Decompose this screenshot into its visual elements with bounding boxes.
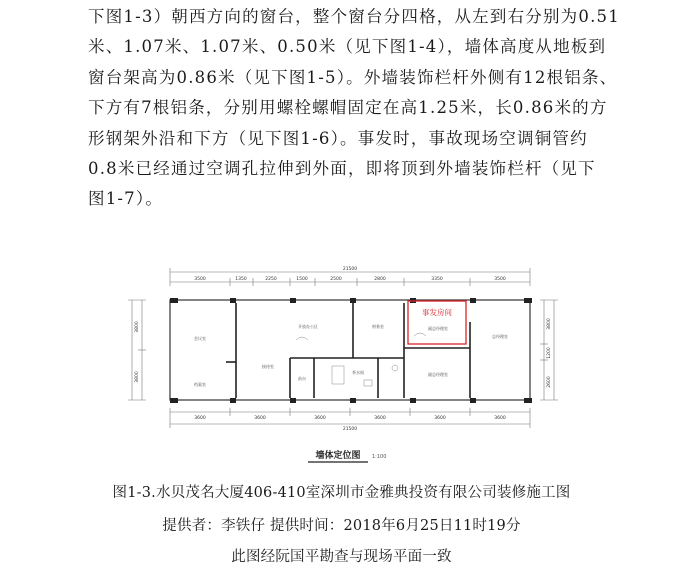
paragraph-line: 下图1-3）朝西方向的窗台，整个窗台分四格，从左到右分别为0.51 (88, 7, 620, 26)
body-paragraph (88, 2, 628, 215)
room-label: 档案室 (194, 382, 206, 387)
dim-bottom: 3600 (314, 416, 326, 421)
floor-plan-drawing (118, 262, 558, 474)
dim-bottom: 3600 (434, 416, 446, 421)
dim-top: 3350 (431, 277, 443, 282)
dim-top: 1350 (235, 277, 247, 282)
dim-total-bottom: 21500 (342, 427, 358, 432)
room-label: 前台 (298, 376, 306, 381)
verification-note: 此图经阮国平勘查与现场平面一致 (231, 549, 452, 565)
plan-title: 墙体定位图 (315, 451, 361, 461)
dim-right: 3800 (547, 318, 552, 330)
paragraph-line: 下方有7根铝条，分别用螺栓螺帽固定在高1.25米，长0.86米的方 (88, 98, 608, 118)
figure-caption: 图1-3.水贝茂名大厦406-410室深圳市金雅典投资有限公司装修施工图 (112, 485, 571, 501)
room-label: 接待室 (262, 364, 274, 369)
room-label: 财务室 (372, 324, 384, 329)
room-label: 会议室 (194, 336, 206, 341)
paragraph-line: 0.8米已经通过空调孔拉伸到外面，即将顶到外墙装饰栏杆（见下 (88, 159, 596, 179)
paragraph-line: 形钢架外沿和下方（见下图1-6）。事发时，事故现场空调铜管约 (88, 128, 588, 148)
dim-top: 3500 (494, 277, 506, 282)
dim-bottom: 3600 (254, 416, 266, 421)
room-label: 副总经理室 (428, 326, 448, 331)
building-outline (170, 300, 530, 400)
wall-columns (170, 298, 532, 403)
furniture-lines (296, 333, 426, 386)
side-dimension-lines (128, 300, 558, 400)
dim-left: 3800 (135, 321, 140, 333)
dim-top: 2500 (330, 277, 342, 282)
room-label: 副总经理室 (428, 372, 448, 377)
paragraph-line: 米、1.07米、1.07米、0.50米（见下图1-4），墙体高度从地板到 (88, 37, 607, 57)
dim-top: 2250 (265, 277, 277, 282)
interior-walls (226, 303, 470, 398)
paragraph-line: 窗台架高为0.86米（见下图1-5）。外墙装饰栏杆外侧有12根铝条、 (88, 67, 618, 87)
dim-right: 2600 (547, 376, 552, 388)
dim-right: 1200 (547, 347, 552, 359)
dim-total-top: 21500 (342, 267, 358, 272)
room-label: 开放办公区 (298, 324, 318, 329)
dim-bottom: 3600 (194, 416, 206, 421)
paragraph-line: 图1-7）。 (88, 189, 164, 209)
dim-top: 1500 (296, 277, 308, 282)
plan-scale: 1:100 (372, 454, 387, 460)
bottom-dimension-lines (170, 408, 530, 428)
provider-line: 提供者：李铁仔 提供时间：2018年6月25日11时19分 (162, 518, 521, 534)
dim-bottom: 3600 (494, 416, 506, 421)
dim-top: 3500 (194, 277, 206, 282)
dim-bottom: 3600 (374, 416, 386, 421)
room-label: 茶水间 (352, 370, 364, 375)
dim-left: 3800 (135, 371, 140, 383)
room-label: 总经理室 (492, 334, 508, 339)
dim-top: 2800 (374, 277, 386, 282)
incident-room-label: 事发房间 (422, 308, 452, 317)
